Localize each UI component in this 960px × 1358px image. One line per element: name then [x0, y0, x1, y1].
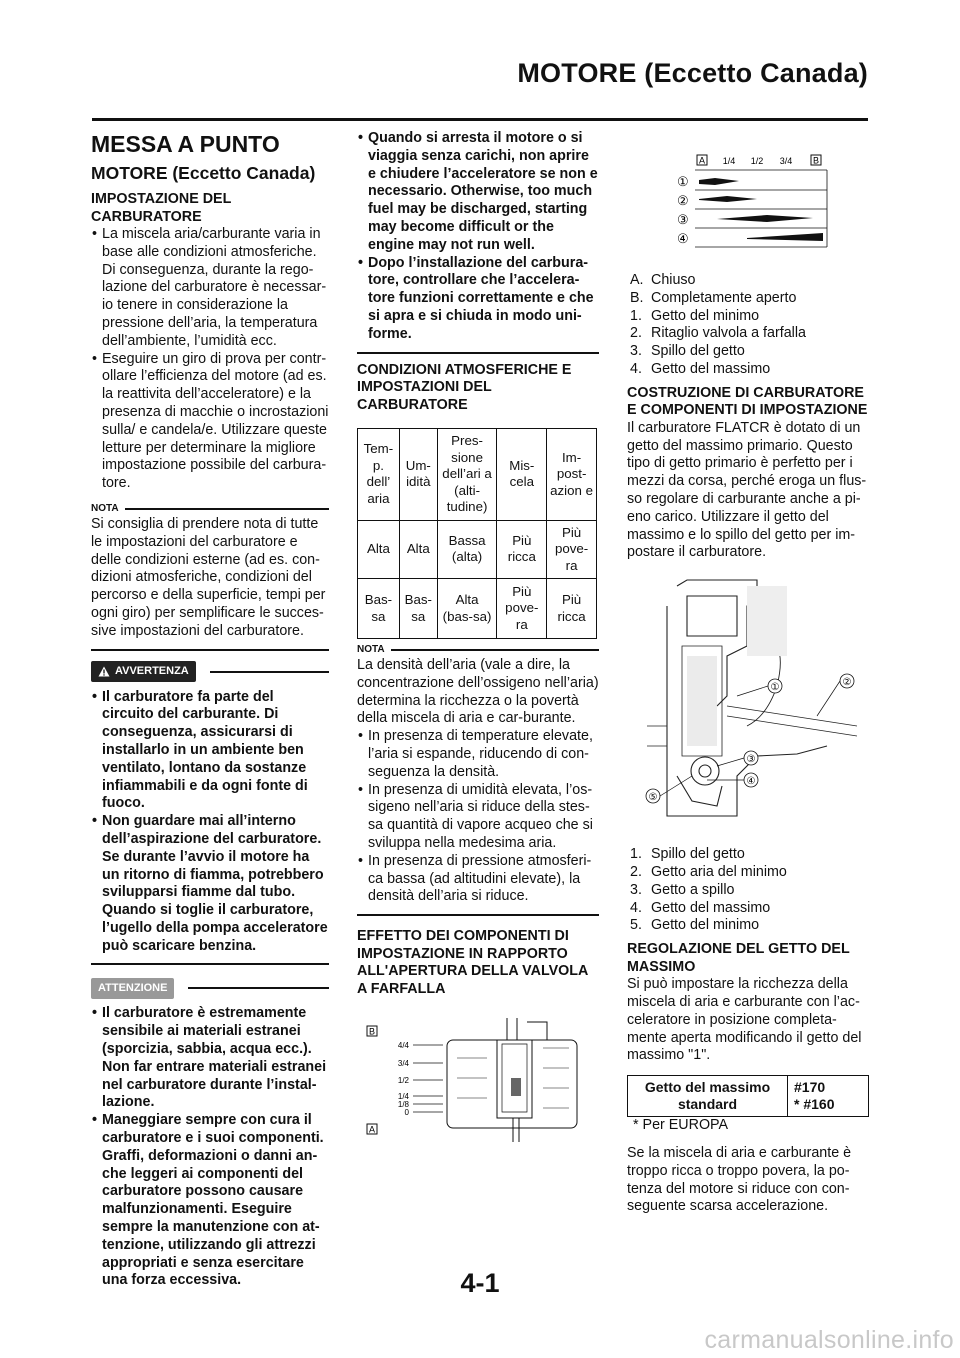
- level-label: 1/2: [397, 1076, 409, 1086]
- column-1: [91, 128, 329, 1290]
- construction-heading: COSTRUZIONE DI CARBURATORE E COMPONENTI DI IMPOSTAZIONE: [627, 384, 868, 419]
- bullet-item: • In presenza di umidità elevata, l’os-sigeno nell’aria si riduce della stes-sa quantità di vapore acqueo che si sviluppa nella medesima aria.: [357, 782, 599, 853]
- table-cell: Tem-p. dell’ aria: [358, 429, 400, 521]
- level-label: 1/4: [397, 1092, 409, 1102]
- note-label: NOTA: [357, 644, 385, 656]
- row-label: ②: [677, 193, 689, 208]
- divider: [210, 671, 329, 673]
- intro-bullets: [91, 226, 329, 493]
- range-bar-pilot-jet: [699, 178, 739, 185]
- column-2: [357, 130, 599, 1146]
- table-row: [358, 429, 597, 521]
- table-cell: Mis-cela: [497, 429, 547, 521]
- note-block: [91, 516, 329, 651]
- callout-label: ①: [770, 682, 780, 694]
- conditions-table: [357, 428, 597, 639]
- note-bullets: [357, 728, 599, 906]
- warning-label-row: [91, 663, 329, 681]
- legend-item: 2. Ritaglio valvola a farfalla: [630, 325, 806, 342]
- throttle-range-chart: [627, 152, 870, 248]
- note-label: NOTA: [91, 503, 119, 515]
- divider: [391, 649, 599, 651]
- bullet-item: • Quando si arresta il motore o si viaggia senza carichi, non aprire e chiudere l’acceleratore se non e necessario. Otherwise, too much fuel may be discharged, starting may become difficult or the engine may not run well.: [357, 130, 599, 255]
- bullet-item: • Non guardare mai all’interno dell’aspirazione del carburatore. Se durante l’avvio il motore ha un ritorno di fiamma, potrebbero svilupparsi fiamme dal tubo. Quando si toglie il carburatore, l’ugello della pompa acceleratore può scaricare benzina.: [91, 813, 329, 955]
- legend-item: 1. Spillo del getto: [630, 846, 745, 863]
- table-cell: Più ricca: [497, 520, 547, 579]
- callout-label: ④: [746, 776, 756, 788]
- callout-label: ⑤: [648, 792, 658, 804]
- legend-item: A. Chiuso: [630, 272, 696, 288]
- divider: [125, 508, 329, 510]
- table-cell: Più pove-ra: [547, 520, 597, 579]
- warning-label: AVVERTENZA: [115, 664, 189, 677]
- caution-continued-block: [357, 130, 599, 354]
- level-label: 1/8: [397, 1100, 409, 1110]
- caution-label-row: [91, 979, 329, 997]
- caution-badge: ATTENZIONE: [91, 978, 174, 1000]
- table-cell: Più ricca: [547, 579, 597, 639]
- legend-item: 5. Getto del minimo: [630, 917, 760, 934]
- legend-item: 2. Getto aria del minimo: [630, 863, 787, 880]
- legend-item: 1. Getto del minimo: [630, 307, 760, 324]
- caution-continued-bullets: [357, 130, 599, 344]
- jet-needle: [511, 1078, 521, 1096]
- tick-label: 3/4: [779, 156, 793, 166]
- jet-value-cell: [788, 1076, 869, 1117]
- level-leader-lines: [413, 1045, 443, 1112]
- table-cell: Um-idità: [399, 429, 437, 521]
- closing-paragraph: Se la miscela di aria e carburante è troppo ricca o troppo povera, la po-tenza del motore si riduce con con-seguente scarsa accelerazione.: [627, 1144, 852, 1215]
- chart-legend: [627, 272, 870, 379]
- main-jet-paragraph: Si può impostare la ricchezza della miscela di aria e carburante con l’ac-celeratore in posizione completa-mente aperta modificando il getto del massimo "1".: [627, 976, 862, 1064]
- watermark: carmanualsonline.info: [704, 1326, 954, 1354]
- caution-bullets: [91, 1005, 329, 1290]
- bullet-item: • In presenza di temperature elevate, l’aria si espande, riducendo di con-seguenza la densità.: [357, 728, 599, 781]
- warning-triangle-icon: [98, 666, 110, 677]
- section-title: MESSA A PUNTO: [91, 131, 280, 157]
- range-bar-throttle-cutaway: [699, 196, 757, 202]
- throttle-opening-figure: [357, 1018, 597, 1146]
- note-block: [357, 657, 599, 916]
- bullet-item: • Maneggiare sempre con cura il carburatore e i suoi componenti. Graffi, deformazioni o danni an-che leggeri ai componenti del carburatore possono causare malfunzionamenti. Eseguire sempre la manutenzione con at-tenzione, utilizzando gli attrezzi appropriati e senza esercitare una forza eccessiva.: [91, 1112, 329, 1290]
- legend-item: 4. Getto del massimo: [630, 360, 771, 377]
- table-row: [358, 579, 597, 639]
- note-text: La densità dell’aria (vale a dire, la concentrazione dell’ossigeno nell’aria) determina la ricchezza o la povertà della miscela di aria e car-burante.: [357, 657, 599, 727]
- warning-bullets: [91, 689, 329, 956]
- photo-legend: [627, 846, 870, 935]
- carburetor-setting-heading: IMPOSTAZIONE DEL CARBURATORE: [91, 191, 232, 225]
- subsection-title: MOTORE (Eccetto Canada): [91, 163, 316, 183]
- legend-item: 3. Spillo del getto: [630, 343, 745, 360]
- column-3: [627, 152, 870, 1216]
- range-bar-jet-needle: [717, 215, 813, 222]
- bullet-item: • Dopo l’installazione del carbura-tore, controllare che l’accelera-tore funzioni correttamente e che si apra e si chiuda in modo uni-forme.: [357, 255, 599, 344]
- bullet-item: • La miscela aria/carburante varia in base alle condizioni atmosferiche. Di conseguenza, durante la rego-lazione del carburatore è necessar-io tenere in considerazione la pressione dell’aria, la temperatura dell’ambiente, l’umidità ecc.: [91, 226, 329, 351]
- note-text: Si consiglia di prendere nota di tutte le impostazioni del carburatore e delle condizioni esterne (ad es. con-dizioni atmosferiche, condizioni del percorso e della superficie, tempi per ogni giro) per semplificare le succes-sive impostazioni del carburatore.: [91, 515, 326, 639]
- table-cell: Alta (bas-sa): [437, 579, 497, 639]
- level-label: 3/4: [397, 1059, 409, 1069]
- table-cell: Bas-sa: [399, 579, 437, 639]
- legend-item: B. Completamente aperto: [630, 289, 797, 306]
- row-label: ③: [677, 212, 689, 227]
- bullet-item: • Il carburatore fa parte del circuito del carburante. Di conseguenza, assicurarsi di installarlo in un ambiente ben ventilato, lontano da sostanze infiammabili e da ogni fonte di fuoco.: [91, 689, 329, 814]
- throttle-effect-heading: EFFETTO DEI COMPONENTI DI IMPOSTAZIONE IN RAPPORTO ALL'APERTURA DELLA VALVOLA A FARFALLA: [357, 928, 588, 997]
- legend-item: 3. Getto a spillo: [630, 881, 735, 898]
- construction-paragraph: Il carburatore FLATCR è dotato di un getto del massimo primario. Questo tipo di getto primario è perfetto per i mezzi da corsa, perché eroga un flus-so regolare di carburante anche a pi-eno carico. Utilizzare il getto del massimo e lo spillo del getto per im-postare il carburatore.: [627, 419, 867, 561]
- table-row: [628, 1076, 869, 1117]
- atmospheric-conditions-heading: CONDIZIONI ATMOSFERICHE E IMPOSTAZIONI DEL CARBURATORE: [357, 361, 572, 413]
- carburetor-photo: [627, 576, 870, 838]
- table-row: [358, 520, 597, 579]
- jet-label-cell: Getto del massimo standard: [628, 1076, 788, 1117]
- level-label: 0: [404, 1108, 409, 1118]
- page-number: 4-1: [460, 1268, 500, 1298]
- callout-label: ③: [746, 754, 756, 766]
- legend-item: 4. Getto del massimo: [630, 899, 771, 916]
- figure-label-a: A: [368, 1124, 376, 1135]
- table-cell: Bassa (alta): [437, 520, 497, 579]
- table-cell: Pres-sione dell’ari a (alti-tudine): [437, 429, 497, 521]
- bullet-item: • Eseguire un giro di prova per contr-ollare l’efficienza del motore (ad es. la reattivita dell’acceleratore) e la presenza di macchie o incrostazioni sulla/ e candela/e. Utilizzare queste letture per determinare la migliore impostazione possibile del carbura-tore.: [91, 351, 329, 493]
- jet-table-footnote: * Per EUROPA: [633, 1117, 729, 1134]
- table-cell: Alta: [358, 520, 400, 579]
- main-jet-heading: REGOLAZIONE DEL GETTO DEL MASSIMO: [627, 941, 850, 975]
- table-cell: Alta: [399, 520, 437, 579]
- table-cell: Bas-sa: [358, 579, 400, 639]
- bullet-item: • Il carburatore è estremamente sensibile ai materiali estranei (sporcizia, sabbia, acqua ecc.). Non far entrare materiali estranei nel carburatore durante l’instal-lazione.: [91, 1005, 329, 1112]
- header-rule: [92, 118, 868, 121]
- warning-block: [91, 689, 329, 966]
- range-bar-main-jet: [747, 233, 823, 241]
- row-label: ④: [677, 231, 689, 246]
- row-label: ①: [677, 174, 689, 189]
- chart-label-b: B: [812, 155, 820, 166]
- jet-value: * #160: [794, 1096, 835, 1113]
- running-header: MOTORE (Eccetto Canada): [517, 58, 868, 88]
- table-cell: Im-post-azion e: [547, 429, 597, 521]
- chart-label-a: A: [698, 155, 706, 166]
- note-label-row: [91, 502, 329, 516]
- callout-label: ②: [842, 677, 852, 689]
- level-label: 4/4: [397, 1041, 409, 1051]
- tick-label: 1/4: [722, 156, 736, 166]
- note-label-row: [357, 643, 599, 657]
- divider: [188, 987, 329, 989]
- main-jet-table: [627, 1075, 869, 1117]
- warning-badge: [91, 661, 196, 683]
- jet-value: #170: [794, 1079, 826, 1096]
- figure-label-b: B: [368, 1026, 376, 1037]
- tick-label: 1/2: [750, 156, 764, 166]
- table-cell: Più pove-ra: [497, 579, 547, 639]
- bullet-item: • In presenza di pressione atmosferi-ca bassa (ad altitudini elevate), la densità dell’aria si riduce.: [357, 853, 599, 906]
